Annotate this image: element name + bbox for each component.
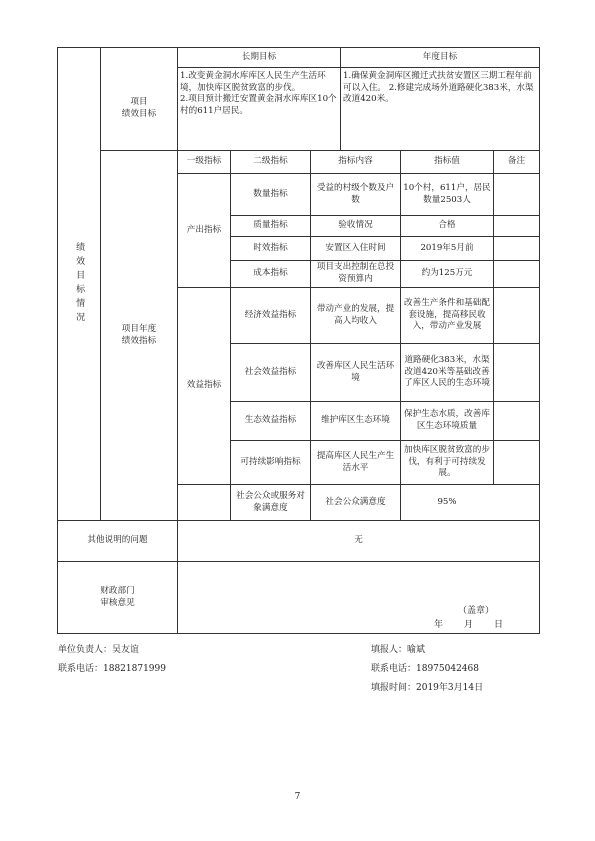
benefit-value: 保护生态水质，改善库区生态环境质量 xyxy=(404,409,490,431)
unit-head: 单位负责人：吴友谊 xyxy=(58,645,140,655)
project-goal-label: 项目 绩效目标 xyxy=(121,97,157,119)
output-level2: 时效指标 xyxy=(253,242,288,253)
annual-header: 年度目标 xyxy=(422,51,458,62)
page-number: 7 xyxy=(294,792,301,802)
content-header: 指标内容 xyxy=(338,156,373,167)
benefit-content: 改善库区人民生活环境 xyxy=(316,360,395,383)
output-level1: 产出指标 xyxy=(186,224,222,235)
output-level2: 质量指标 xyxy=(253,220,288,231)
level2-header: 二级指标 xyxy=(253,156,288,167)
benefit-value: 改善生产条件和基础配套设施，提高移民收入，带动产业发展 xyxy=(404,298,490,332)
long-term-goal-text: 1.改变黄金洞水库库区人民生产生活环境，加快库区脱贫致富的步伐。 2.项目预计搬迁安置黄金洞水库库区10个村的611户居民。 xyxy=(180,71,337,116)
output-value: 约为125万元 xyxy=(421,268,473,279)
output-value: 2019年5月前 xyxy=(420,242,474,253)
output-content: 安置区入住时间 xyxy=(325,242,386,253)
benefit-content: 提高库区人民生产生活水平 xyxy=(316,450,395,473)
benefit-level2: 生态效益指标 xyxy=(244,415,297,426)
long-term-header: 长期目标 xyxy=(241,51,277,62)
output-content: 验收情况 xyxy=(338,220,373,231)
benefit-content: 带动产业的发展，提高人均收入 xyxy=(316,303,395,326)
satisfaction-level2: 社会公众或服务对象满意度 xyxy=(236,490,305,513)
review-year: 年 xyxy=(434,620,444,630)
output-content: 项目支出控制在总投资预算内 xyxy=(316,262,395,284)
benefit-level2: 社会效益指标 xyxy=(244,366,297,377)
output-value: 合格 xyxy=(438,220,456,231)
satisfaction-content: 社会公众满意度 xyxy=(325,496,386,507)
satisfaction-value: 95% xyxy=(437,496,457,507)
review-day: 日 xyxy=(494,620,504,630)
output-value: 10个村，611户，居民数量2503人 xyxy=(403,182,491,205)
contact-phone-right: 联系电话：18975042468 xyxy=(371,664,479,674)
benefit-level1: 效益指标 xyxy=(186,380,222,391)
other-issues-label: 其他说明的问题 xyxy=(87,535,148,546)
output-level2: 成本指标 xyxy=(253,268,288,279)
stamp-label: （盖章） xyxy=(458,606,495,616)
output-level2: 数量指标 xyxy=(253,188,288,199)
benefit-content: 维护库区生态环境 xyxy=(321,415,390,426)
review-month: 月 xyxy=(464,620,474,630)
output-content: 受益的村级个数及户数 xyxy=(316,182,395,205)
other-issues-value: 无 xyxy=(354,535,363,546)
remark-header: 备注 xyxy=(507,156,526,167)
perf-target-title: 绩效目标情况 xyxy=(74,242,85,326)
finance-review-label: 财政部门 审核意见 xyxy=(100,585,135,608)
benefit-value: 加快库区脱贫致富的步伐，有利于可持续发展。 xyxy=(404,445,490,479)
annual-goal-text: 1.确保黄金洞库区搬迁式扶贫安置区三期工程年前可以入住。 2.修建完成场外道路硬化383米，水渠改道420米。 xyxy=(343,71,534,105)
benefit-level2: 可持续影响指标 xyxy=(240,456,301,467)
benefit-level2: 经济效益指标 xyxy=(244,309,297,320)
annual-indicators-label: 项目年度 绩效指标 xyxy=(121,323,157,346)
benefit-value: 道路硬化383米，水渠改道420米等基础改善了库区人民的生态环境 xyxy=(404,355,490,389)
fill-time: 填报时间：2019年3月14日 xyxy=(371,683,484,693)
level1-header: 一级指标 xyxy=(186,156,222,167)
value-header: 指标值 xyxy=(434,156,460,167)
filler: 填报人：喻斌 xyxy=(371,645,426,655)
contact-phone-left: 联系电话：18821871999 xyxy=(58,664,166,674)
